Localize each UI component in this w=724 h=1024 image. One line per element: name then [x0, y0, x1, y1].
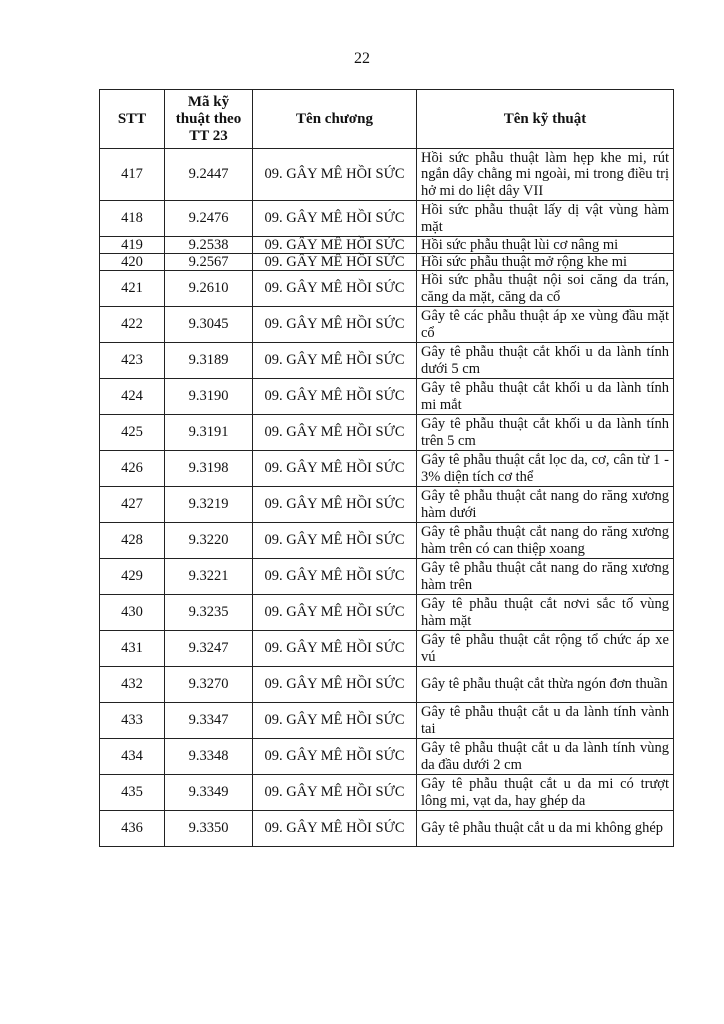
header-chapter: Tên chương	[253, 90, 417, 149]
table-row	[100, 415, 674, 451]
table-row	[100, 149, 674, 201]
cell-code: 9.3247	[165, 631, 253, 667]
cell-chapter: 09. GÂY MÊ HỒI SỨC	[253, 149, 417, 201]
cell-stt: 436	[100, 811, 165, 847]
cell-technique: Gây tê phẫu thuật cắt nơvi sắc tố vùng hàm mặt	[417, 595, 674, 631]
cell-technique: Gây tê phẫu thuật cắt u da mi có trượt lông mi, vạt da, hay ghép da	[417, 775, 674, 811]
table-row	[100, 271, 674, 307]
cell-stt: 433	[100, 703, 165, 739]
cell-technique: Gây tê phẫu thuật cắt rộng tổ chức áp xe vú	[417, 631, 674, 667]
cell-code: 9.3235	[165, 595, 253, 631]
cell-technique: Gây tê phẫu thuật cắt u da mi không ghép	[417, 811, 674, 847]
cell-technique: Hồi sức phẫu thuật lùi cơ nâng mi	[417, 237, 674, 254]
cell-code: 9.2476	[165, 201, 253, 237]
table-row	[100, 595, 674, 631]
cell-stt: 420	[100, 254, 165, 271]
table-row	[100, 775, 674, 811]
cell-stt: 419	[100, 237, 165, 254]
cell-code: 9.3190	[165, 379, 253, 415]
cell-code: 9.3349	[165, 775, 253, 811]
cell-chapter: 09. GÂY MÊ HỒI SỨC	[253, 559, 417, 595]
table-row	[100, 631, 674, 667]
table-row	[100, 201, 674, 237]
cell-technique: Gây tê phẫu thuật cắt nang do răng xương hàm dưới	[417, 487, 674, 523]
cell-stt: 432	[100, 667, 165, 703]
cell-code: 9.2567	[165, 254, 253, 271]
cell-technique: Hồi sức phẫu thuật lấy dị vật vùng hàm mặt	[417, 201, 674, 237]
header-technique: Tên kỹ thuật	[417, 90, 674, 149]
cell-chapter: 09. GÂY MÊ HỒI SỨC	[253, 775, 417, 811]
cell-stt: 421	[100, 271, 165, 307]
cell-chapter: 09. GÂY MÊ HỒI SỨC	[253, 487, 417, 523]
cell-code: 9.3350	[165, 811, 253, 847]
table-row	[100, 811, 674, 847]
page-number: 22	[354, 50, 370, 67]
cell-code: 9.3198	[165, 451, 253, 487]
cell-stt: 424	[100, 379, 165, 415]
cell-chapter: 09. GÂY MÊ HỒI SỨC	[253, 254, 417, 271]
cell-chapter: 09. GÂY MÊ HỒI SỨC	[253, 595, 417, 631]
cell-stt: 435	[100, 775, 165, 811]
cell-chapter: 09. GÂY MÊ HỒI SỨC	[253, 631, 417, 667]
cell-technique: Gây tê phẫu thuật cắt nang do răng xương hàm trên	[417, 559, 674, 595]
cell-code: 9.3219	[165, 487, 253, 523]
table-row	[100, 343, 674, 379]
cell-chapter: 09. GÂY MÊ HỒI SỨC	[253, 343, 417, 379]
table-row	[100, 703, 674, 739]
cell-chapter: 09. GÂY MÊ HỒI SỨC	[253, 237, 417, 254]
table-row	[100, 237, 674, 254]
table-row	[100, 487, 674, 523]
cell-chapter: 09. GÂY MÊ HỒI SỨC	[253, 379, 417, 415]
cell-stt: 417	[100, 149, 165, 201]
cell-technique: Gây tê phẫu thuật cắt khối u da lành tính mi mắt	[417, 379, 674, 415]
header-row	[100, 90, 674, 149]
header-code: Mã kỹ thuật theo TT 23	[165, 90, 253, 149]
cell-stt: 431	[100, 631, 165, 667]
cell-technique: Hồi sức phẫu thuật làm hẹp khe mi, rút ngắn dây chằng mi ngoài, mi trong điều trị hở mi do liệt dây VII	[417, 149, 674, 201]
cell-technique: Gây tê phẫu thuật cắt u da lành tính vành tai	[417, 703, 674, 739]
cell-technique: Hồi sức phẫu thuật mở rộng khe mi	[417, 254, 674, 271]
table-row	[100, 451, 674, 487]
cell-technique: Gây tê phẫu thuật cắt nang do răng xương hàm trên có can thiệp xoang	[417, 523, 674, 559]
table-row	[100, 739, 674, 775]
header-stt: STT	[100, 90, 165, 149]
cell-stt: 426	[100, 451, 165, 487]
cell-code: 9.2538	[165, 237, 253, 254]
table-row	[100, 523, 674, 559]
cell-chapter: 09. GÂY MÊ HỒI SỨC	[253, 811, 417, 847]
cell-stt: 427	[100, 487, 165, 523]
cell-stt: 422	[100, 307, 165, 343]
cell-chapter: 09. GÂY MÊ HỒI SỨC	[253, 523, 417, 559]
cell-stt: 429	[100, 559, 165, 595]
technique-table	[99, 89, 674, 847]
cell-code: 9.2610	[165, 271, 253, 307]
cell-technique: Gây tê phẫu thuật cắt lọc da, cơ, cân từ 1 - 3% diện tích cơ thể	[417, 451, 674, 487]
cell-technique: Gây tê phẫu thuật cắt u da lành tính vùng da đầu dưới 2 cm	[417, 739, 674, 775]
cell-technique: Gây tê phẫu thuật cắt khối u da lành tính trên 5 cm	[417, 415, 674, 451]
cell-chapter: 09. GÂY MÊ HỒI SỨC	[253, 271, 417, 307]
cell-stt: 418	[100, 201, 165, 237]
table-row	[100, 559, 674, 595]
cell-chapter: 09. GÂY MÊ HỒI SỨC	[253, 415, 417, 451]
table-row	[100, 307, 674, 343]
cell-code: 9.3191	[165, 415, 253, 451]
cell-chapter: 09. GÂY MÊ HỒI SỨC	[253, 667, 417, 703]
cell-chapter: 09. GÂY MÊ HỒI SỨC	[253, 201, 417, 237]
cell-technique: Gây tê phẫu thuật cắt thừa ngón đơn thuần	[417, 667, 674, 703]
cell-chapter: 09. GÂY MÊ HỒI SỨC	[253, 451, 417, 487]
cell-code: 9.3347	[165, 703, 253, 739]
cell-stt: 430	[100, 595, 165, 631]
cell-chapter: 09. GÂY MÊ HỒI SỨC	[253, 703, 417, 739]
cell-code: 9.3189	[165, 343, 253, 379]
cell-code: 9.3220	[165, 523, 253, 559]
cell-stt: 423	[100, 343, 165, 379]
cell-technique: Gây tê phẫu thuật cắt khối u da lành tính dưới 5 cm	[417, 343, 674, 379]
table-row	[100, 379, 674, 415]
table-row	[100, 667, 674, 703]
cell-code: 9.3045	[165, 307, 253, 343]
cell-chapter: 09. GÂY MÊ HỒI SỨC	[253, 307, 417, 343]
table-row	[100, 254, 674, 271]
cell-stt: 428	[100, 523, 165, 559]
cell-code: 9.3348	[165, 739, 253, 775]
cell-code: 9.3270	[165, 667, 253, 703]
cell-stt: 425	[100, 415, 165, 451]
cell-code: 9.2447	[165, 149, 253, 201]
cell-stt: 434	[100, 739, 165, 775]
cell-code: 9.3221	[165, 559, 253, 595]
cell-chapter: 09. GÂY MÊ HỒI SỨC	[253, 739, 417, 775]
cell-technique: Hồi sức phẫu thuật nội soi căng da trán, căng da mặt, căng da cổ	[417, 271, 674, 307]
cell-technique: Gây tê các phẫu thuật áp xe vùng đầu mặt cổ	[417, 307, 674, 343]
